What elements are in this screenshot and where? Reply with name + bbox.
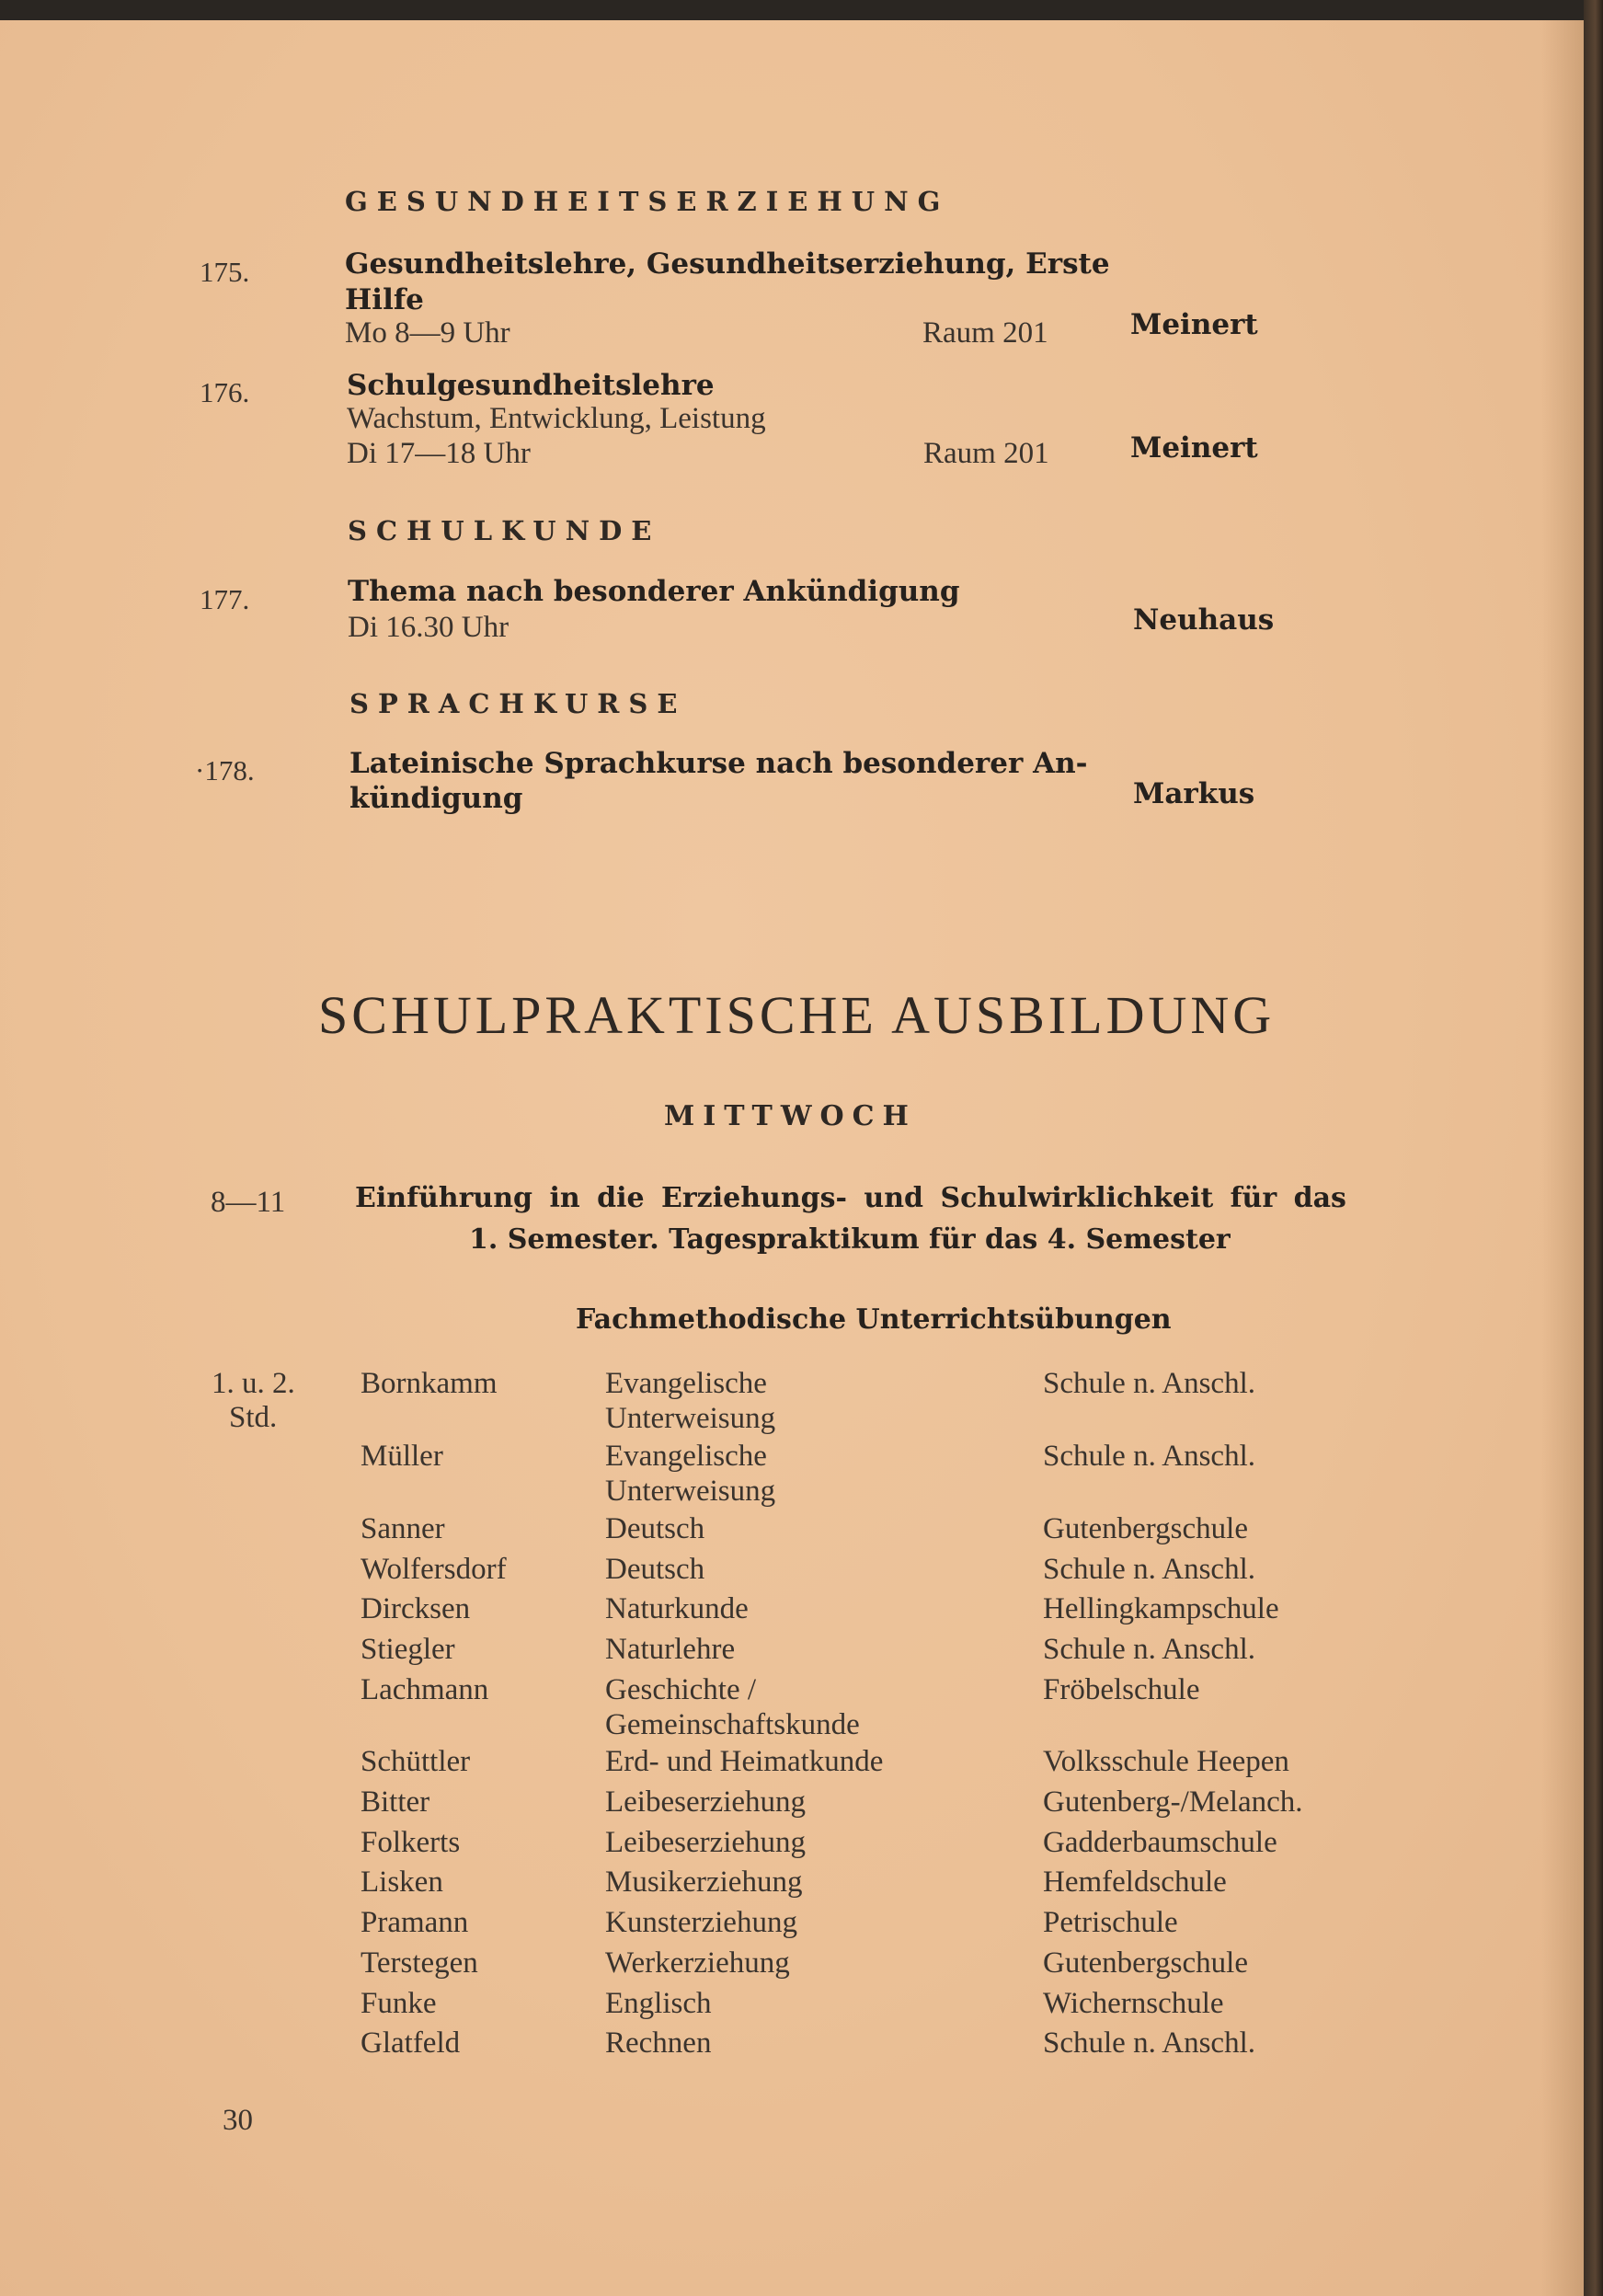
subject-line: Deutsch [605,1553,705,1586]
teacher-name: Sanner [361,1512,445,1545]
time-label-line: 1. u. 2. [212,1367,295,1400]
school: Gadderbaumschule [1043,1826,1277,1859]
teacher-name: Müller [361,1440,443,1473]
subject-line: Evangelische [605,1367,767,1400]
school: Petrischule [1043,1906,1178,1939]
subject-line: Unterweisung [605,1402,776,1435]
subject [605,1511,704,1546]
teacher-name: Folkerts [361,1826,461,1859]
teacher-name: Pramann [361,1906,469,1939]
course-title-line: Lateinische Sprachkurse nach besonderer An- [349,747,1088,780]
school: Gutenbergschule [1043,1946,1248,1980]
teacher-name: Bitter [361,1785,430,1819]
subject-line: Naturlehre [605,1633,736,1666]
school: Schule n. Anschl. [1043,1553,1255,1586]
subject [605,1905,797,1940]
section-heading-schulkunde: SCHULKUNDE [348,515,661,546]
teacher-name: Bornkamm [361,1367,498,1400]
subject-line: Evangelische [605,1440,767,1473]
intro-time: 8—11 [211,1186,286,1219]
school: Schule n. Anschl. [1043,2026,1255,2060]
section-heading-gesundheitserziehung: GESUNDHEITSERZIEHUNG [345,186,950,217]
teacher-name: Wolfersdorf [361,1553,507,1586]
school: Volksschule Heepen [1043,1745,1289,1778]
school: Fröbelschule [1043,1673,1200,1706]
main-heading: SCHULPRAKTISCHE AUSBILDUNG [318,985,1276,1045]
subject [605,1785,806,1820]
subject [605,1946,790,1980]
course-title-line: kündigung [349,782,523,815]
subject-line: Rechnen [605,2026,712,2060]
subject [605,1439,775,1509]
subject [605,1552,704,1587]
subject-line: Erd- und Heimatkunde [605,1745,884,1778]
subject [605,2026,711,2061]
subject-line: Unterweisung [605,1475,776,1508]
course-title-line: Gesundheitslehre, Gesundheitserziehung, Erste [345,247,1110,281]
intro-line: Einführung in die Erziehungs- und Schulwirklichkeit für das [355,1182,1346,1214]
course-lecturer: Meinert [1130,431,1258,465]
course-number: 177. [200,583,250,615]
subject-line: Leibeserziehung [605,1785,807,1819]
book-page [0,20,1584,2296]
time-label-line: Std. [229,1401,278,1434]
subject-line: Deutsch [605,1512,705,1545]
section-heading-sprachkurse: SPRACHKURSE [349,688,687,719]
subject-line: Kunsterziehung [605,1906,797,1939]
intro-line: 1. Semester. Tagespraktikum für das 4. Semester [469,1223,1231,1256]
subject-line: Naturkunde [605,1592,749,1625]
book-binding [1584,0,1603,2296]
course-number: 175. [200,256,250,288]
course-time: Mo 8—9 Uhr [345,316,510,350]
school: Hellingkampschule [1043,1592,1279,1625]
subject [605,1366,775,1436]
course-lecturer: Neuhaus [1133,603,1275,637]
course-number: 176. [200,376,250,408]
subject [605,1865,802,1900]
course-title-line: Thema nach besonderer Ankündigung [348,575,960,608]
subject-line: Gemeinschaftskunde [605,1708,860,1741]
teacher-name: Stiegler [361,1633,455,1666]
page-number: 30 [223,2104,253,2137]
subject-line: Englisch [605,1987,712,2020]
subject [605,1672,860,1742]
course-room: Raum 201 [922,316,1048,350]
course-lecturer: Meinert [1130,308,1258,341]
subject [605,1744,883,1779]
course-time: Di 17—18 Uhr [347,437,531,470]
teacher-name: Terstegen [361,1946,478,1980]
course-title-line: Hilfe [345,283,424,316]
school: Schule n. Anschl. [1043,1440,1255,1473]
day-heading: MITTWOCH [664,1100,917,1132]
school: Gutenberg-/Melanch. [1043,1785,1303,1819]
teacher-name: Lachmann [361,1673,489,1706]
school: Wichernschule [1043,1987,1224,2020]
course-lecturer: Markus [1133,777,1255,810]
subject [605,1632,735,1667]
subject-line: Musikerziehung [605,1866,803,1899]
school: Schule n. Anschl. [1043,1633,1255,1666]
course-time: Di 16.30 Uhr [348,611,510,644]
course-room: Raum 201 [923,437,1049,470]
subject [605,1591,749,1626]
subject [605,1825,806,1860]
school: Hemfeldschule [1043,1866,1227,1899]
school: Gutenbergschule [1043,1512,1248,1545]
teacher-name: Schüttler [361,1745,471,1778]
course-title-line: Schulgesundheitslehre [347,369,715,402]
teacher-name: Lisken [361,1866,443,1899]
teacher-name: Glatfeld [361,2026,461,2060]
table-subheading: Fachmethodische Unterrichtsübungen [576,1303,1172,1336]
subject-line: Werkerziehung [605,1946,790,1980]
subject-line: Geschichte / [605,1673,757,1706]
school: Schule n. Anschl. [1043,1367,1255,1400]
teacher-name: Funke [361,1987,437,2020]
teacher-name: Dircksen [361,1592,471,1625]
subject-line: Leibeserziehung [605,1826,807,1859]
course-number: ·178. [195,754,255,786]
course-subtitle: Wachstum, Entwicklung, Leistung [347,402,766,435]
subject [605,1986,711,2021]
